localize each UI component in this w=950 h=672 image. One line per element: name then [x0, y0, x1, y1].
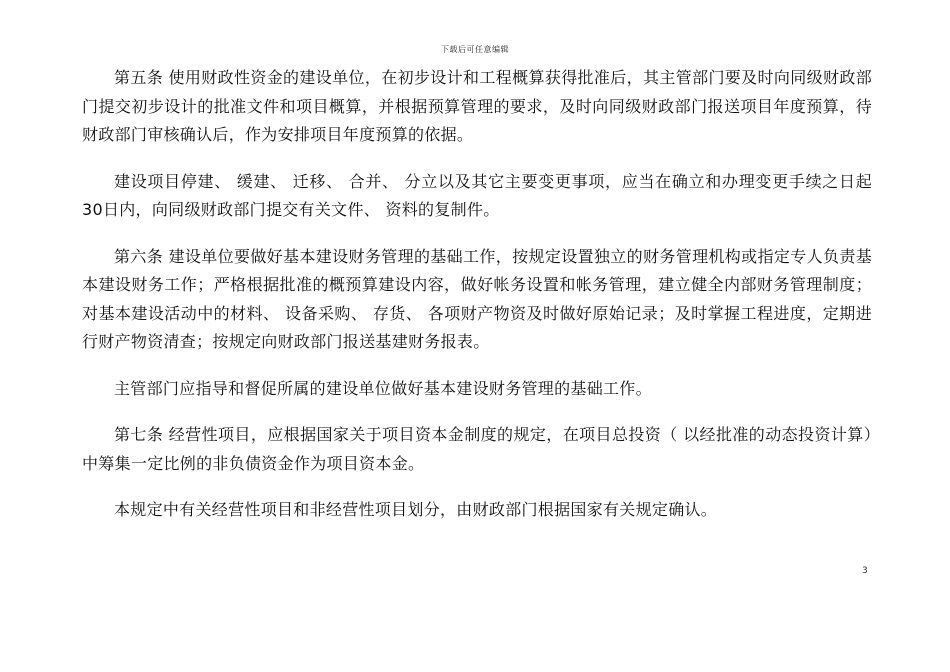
header-note: 下载后可任意编辑 — [441, 45, 509, 54]
paragraph-article-5: 第五条 使用财政性资金的建设单位，在初步设计和工程概算获得批准后，其主管部门要及时向同级财政部门提交初步设计的批准文件和项目概算，并根据预算管理的要求，及时向同级财政部门报送项目年度预算，待财政部门审核确认后，作为安排项目年度预算的依据。 — [82, 68, 872, 144]
paragraph-article-6: 第六条 建设单位要做好基本建设财务管理的基础工作，按规定设置独立的财务管理机构或指定专人负责基本建设财务工作；严格根据批准的概预算建设内容，做好帐务设置和帐务管理，建立健全内部财务管理制度；对基本建设活动中的材料、 设备采购、 存货、 各项财产物资及时做好原始记录；及时掌握工程进度，定期进行财产物资清查；按规定向财政部门报送基建财务报表。 — [82, 246, 872, 351]
paragraph-classification: 本规定中有关经营性项目和非经营性项目划分，由财政部门根据国家有关规定确认。 — [114, 500, 718, 519]
paragraph-project-changes: 建设项目停建、 缓建、 迁移、 合并、 分立以及其它主要变更事项，应当在确立和办理变更手续之日起30日内，向同级财政部门提交有关文件、 资料的复制件。 — [82, 171, 872, 219]
page-number: 3 — [862, 566, 868, 576]
paragraph-article-7: 第七条 经营性项目，应根据国家关于项目资本金制度的规定，在项目总投资（ 以经批准的动态投资计算）中筹集一定比例的非负债资金作为项目资本金。 — [82, 425, 872, 473]
paragraph-supervision: 主管部门应指导和督促所属的建设单位做好基本建设财务管理的基础工作。 — [114, 378, 652, 398]
document-body — [82, 64, 872, 543]
